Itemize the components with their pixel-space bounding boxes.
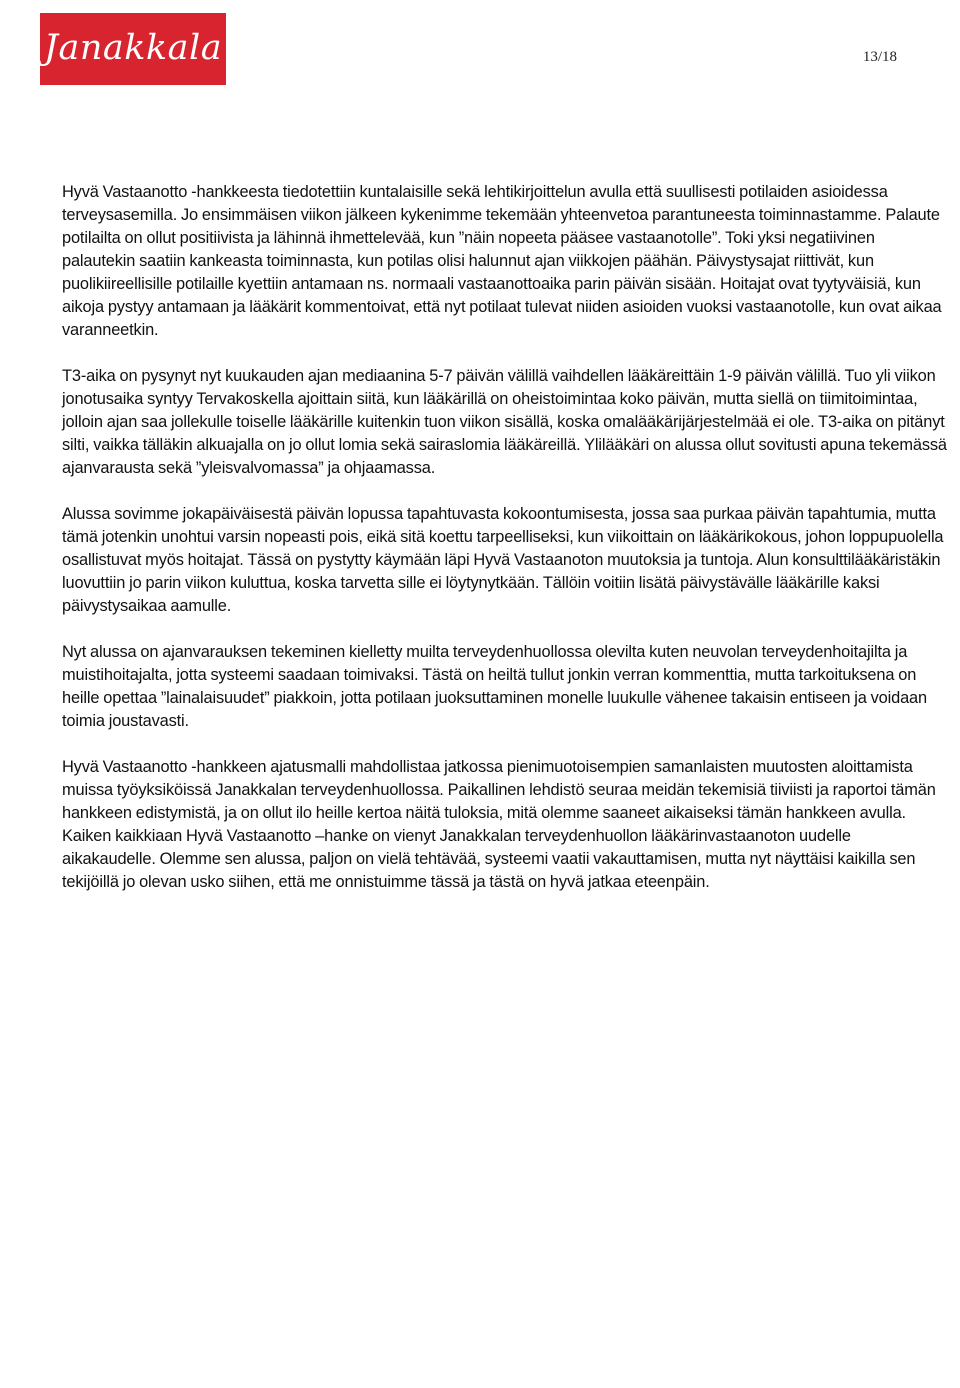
paragraph-2: T3-aika on pysynyt nyt kuukauden ajan mediaanina 5-7 päivän välillä vaihdellen lääkäreittäin 1-9 päivän välillä. Tuo yli viikon jonotusaika syntyy Tervakoskella ajoittain siitä, kun lääkärillä on oheistoimintaa koko päivän, mutta siellä on tiimitoimintaa, jolloin ajan saa jollekulle toiselle lääkärille kuitenkin tuon viikon sisällä, koska omalääkärijärjestelmää ei ole. T3-aika on pitänyt silti, vaikka tälläkin alkuajalla on jo ollut lomia sekä sairaslomia lääkäreillä. Ylilääkäri on alussa ollut sovitusti apuna tekemässä ajanvarausta sekä ”yleisvalvomassa” ja ohjaamassa. [62,367,947,477]
logo-text: Janakkala [43,27,223,68]
paragraph-3: Alussa sovimme jokapäiväisestä päivän lopussa tapahtuvasta kokoontumisesta, jossa saa purkaa päivän tapahtumia, mutta tämä jotenkin unohtui varsin nopeasti pois, eikä sitä koettu tarpeelliseksi, kun viikoittain on lääkärikokous, johon loppupuolella osallistuvat myös hoitajat. Tässä on pystytty käymään läpi Hyvä Vastaanoton muutoksia ja tuntoja. Alun konsulttilääkäristäkin luovuttiin jo parin viikon kuluttua, koska tarvetta sille ei löytynytkään. Tällöin voitiin lisätä päivystävälle lääkärille kaksi päivystysaikaa aamulle. [62,505,944,615]
page-number: 13/18 [862,49,897,65]
paragraph-5: Hyvä Vastaanotto -hankkeen ajatusmalli mahdollistaa jatkossa pienimuotoisempien samanlaisten muutosten aloittamista muissa työyksiköissä Janakkalan terveydenhuollossa. Paikallinen lehdistö seuraa meidän tekemisiä tiiviisti ja raportoi tämän hankkeen edistymistä, ja on ollut ilo heille kertoa näitä tuloksia, mitä olemme saaneet aikaiseksi tämän hankkeen avulla. Kaiken kaikkiaan Hyvä Vastaanotto –hanke on vienyt Janakkalan terveydenhuollon lääkärinvastaanoton uudelle aikakaudelle. Olemme sen alussa, paljon on vielä tehtävää, systeemi vaatii vakauttamisen, mutta nyt näyttäisi kaikilla sen tekijöillä jo olevan usko siihen, että me onnistuimme tässä ja tästä on hyvä jatkaa eteenpäin. [62,758,936,891]
janakkala-logo [40,13,226,85]
document-body [62,181,948,917]
paragraph-4: Nyt alussa on ajanvarauksen tekeminen kielletty muilta terveydenhuollossa olevilta kuten neuvolan terveydenhoitajilta ja muistihoitajalta, jotta systeemi saadaan toimivaksi. Tästä on heiltä tullut jonkin verran kommenttia, mutta tarkoituksena on heille opettaa ”lainalaisuudet” piakkoin, jotta potilaan juoksuttaminen monelle luukulle vähenee takaisin entiseen ja voidaan toimia joustavasti. [62,643,927,730]
paragraph-1: Hyvä Vastaanotto -hankkeesta tiedotettiin kuntalaisille sekä lehtikirjoittelun avulla että suullisesti potilaiden asioidessa terveysasemilla. Jo ensimmäisen viikon jälkeen kykenimme tekemään yhteenvetoa parantuneesta toiminnastamme. Palaute potilailta on ollut positiivista ja lähinnä ihmettelevää, kun ”näin nopeeta pääsee vastaanotolle”. Toki yksi negatiivinen palautekin saatiin kankeasta toiminnasta, kun potilas olisi halunnut ajan viikkojen päähän. Päivystysajat riittivät, kun puolikiireellisille potilaille kyettiin antamaan ns. normaali vastaanottoaika parin päivän sisään. Hoitajat ovat tyytyväisiä, kun aikoja pystyy antamaan ja lääkärit kommentoivat, että nyt potilaat tulevat niiden asioiden vuoksi vastaanotolle, kun ovat aikaa varanneetkin. [62,183,942,339]
